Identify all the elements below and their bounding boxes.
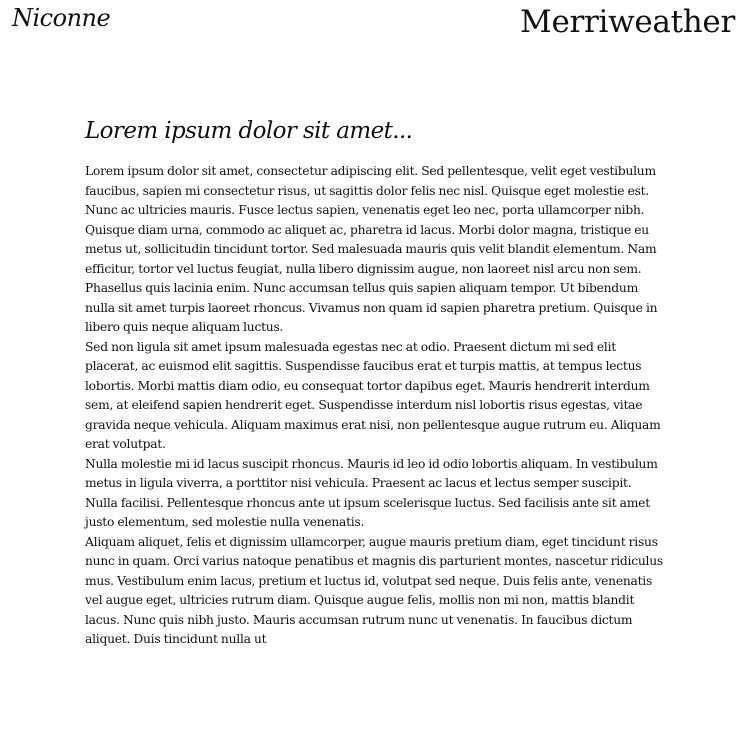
sample-paragraph-3: Nulla molestie mi id lacus suscipit rhoncus. Mauris id leo id odio lobortis aliquam. In vestibulum metus in ligula viverra, a porttitor nisi vehicula. Praesent ac lacus et lectus semper suscipit. Nulla facilisi. Pellentesque rhoncus ante ut ipsum scelerisque luctus. Sed facilisis ante sit amet justo elementum, sed molestie nulla venenatis.: [85, 456, 658, 529]
sample-paragraph-2: Sed non ligula sit amet ipsum malesuada egestas nec at odio. Praesent dictum mi sed elit placerat, ac euismod elit sagittis. Suspendisse faucibus erat et turpis mattis, at tempus lectus lobortis. Morbi mattis diam odio, eu consequat tortor dapibus eget. Mauris hendrerit interdum sem, at eleifend sapien hendrerit eget. Suspendisse interdum nisl lobortis risus egestas, vitae gravida neque vehicula. Aliquam maximus erat nisi, non pellentesque augue rutrum eu. Aliquam erat volutpat.: [85, 339, 661, 451]
sample-paragraph-1: Lorem ipsum dolor sit amet, consectetur adipiscing elit. Sed pellentesque, velit eget vestibulum faucibus, sapien mi consectetur risus, ut sagittis dolor felis nec nisl. Quisque eget molestie est. Nunc ac ultricies mauris. Fusce lectus sapien, venenatis eget leo nec, porta ullamcorper nibh. Quisque diam urna, commodo ac aliquet ac, pharetra id lacus. Morbi dolor magna, tristique eu metus ut, sollicitudin tincidunt tortor. Sed malesuada mauris quis velit blandit elementum. Nam efficitur, tortor vel luctus feugiat, nulla libero dignissim augue, non laoreet nisl arcu non sem. Phasellus quis lacinia enim. Nunc accumsan tellus quis sapien aliquam tempor. Ut bibendum nulla sit amet turpis laoreet rhoncus. Vivamus non quam id sapien pharetra pretium. Quisque in libero quis neque aliquam luctus.: [85, 164, 658, 334]
font-label-niconne: Niconne: [12, 4, 111, 32]
sample-text-block: [85, 118, 665, 650]
sample-heading: Lorem ipsum dolor sit amet...: [85, 118, 413, 144]
sample-paragraph-4: Aliquam aliquet, felis et dignissim ullamcorper, augue mauris pretium diam, eget tincidunt risus nunc in quam. Orci varius natoque penatibus et magnis dis parturient montes, nascetur ridiculus mus. Vestibulum enim lacus, pretium et luctus id, volutpat sed neque. Duis felis ante, venenatis vel augue eget, ultricies rutrum diam. Quisque augue felis, mollis non mi non, mattis blandit lacus. Nunc quis nibh justo. Mauris accumsan rutrum nunc ut venenatis. In faucibus dictum aliquet. Duis tincidunt nulla ut: [85, 534, 663, 646]
font-label-merriweather: Merriweather: [520, 4, 735, 40]
